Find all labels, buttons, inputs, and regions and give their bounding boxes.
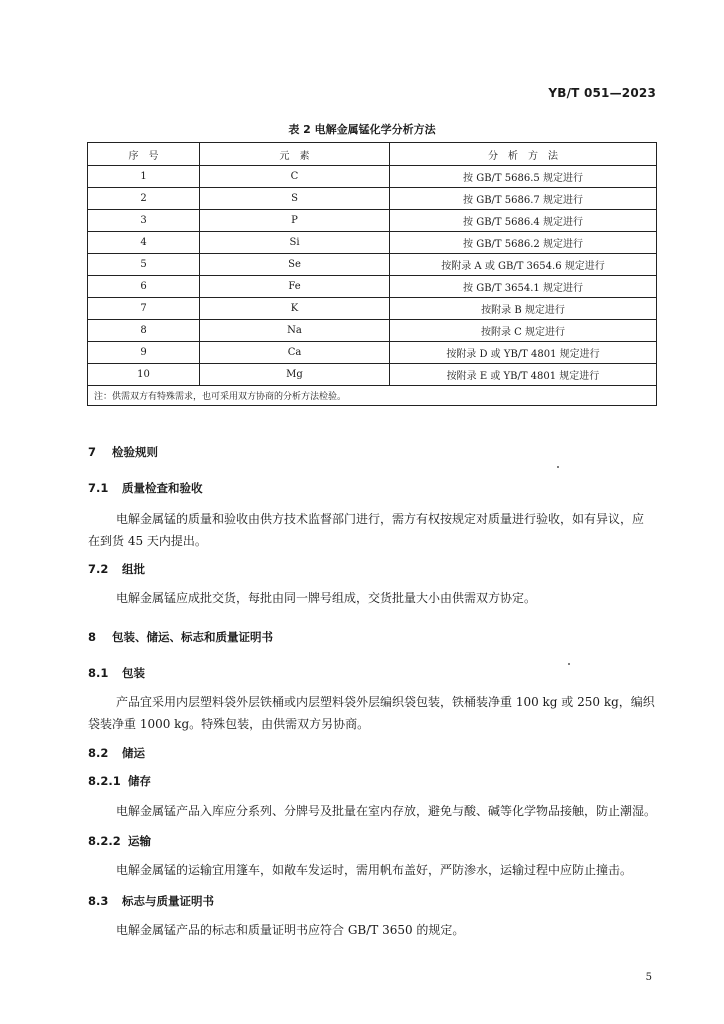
page-number: 5 bbox=[645, 972, 652, 983]
row-method: 按 GB/T 3654.1 规定进行 bbox=[390, 276, 657, 298]
row-number: 2 bbox=[88, 188, 200, 210]
section-8-2-1-body bbox=[116, 800, 661, 822]
row-number: 6 bbox=[88, 276, 200, 298]
table-row bbox=[88, 254, 657, 276]
paragraph-line: 电解金属锰应成批交货，每批由同一牌号组成，交货批量大小由供需双方协定。 bbox=[116, 591, 537, 605]
section-7-2-body bbox=[116, 587, 661, 609]
paragraph-line: 在到货 45 天内提出。 bbox=[88, 534, 207, 548]
row-element: C bbox=[200, 166, 390, 188]
table-row bbox=[88, 188, 657, 210]
column-header-method: 分 析 方 法 bbox=[390, 143, 657, 166]
row-method: 按附录 A 或 GB/T 3654.6 规定进行 bbox=[390, 254, 657, 276]
table-row bbox=[88, 364, 657, 386]
section-number: 8.2 bbox=[88, 746, 109, 760]
section-7-heading bbox=[88, 444, 158, 460]
row-element: Ca bbox=[200, 342, 390, 364]
paragraph-line: 袋装净重 1000 kg。特殊包装，由供需双方另协商。 bbox=[88, 717, 370, 731]
paragraph-line: 电解金属锰的质量和验收由供方技术监督部门进行，需方有权按规定对质量进行验收，如有异议，应 bbox=[116, 512, 645, 526]
section-8-2-2-heading bbox=[88, 833, 151, 849]
row-element: Se bbox=[200, 254, 390, 276]
section-8-heading bbox=[88, 629, 273, 645]
row-number: 3 bbox=[88, 210, 200, 232]
standard-code: YB/T 051—2023 bbox=[548, 86, 656, 100]
row-method: 按 GB/T 5686.7 规定进行 bbox=[390, 188, 657, 210]
row-number: 4 bbox=[88, 232, 200, 254]
row-number: 7 bbox=[88, 298, 200, 320]
scan-speck bbox=[568, 663, 570, 665]
row-element: S bbox=[200, 188, 390, 210]
section-title: 质量检查和验收 bbox=[122, 481, 203, 495]
section-8-3-heading bbox=[88, 893, 214, 909]
row-number: 1 bbox=[88, 166, 200, 188]
section-title: 运输 bbox=[128, 834, 151, 848]
table-header-row bbox=[88, 143, 657, 166]
table-row bbox=[88, 210, 657, 232]
table-row bbox=[88, 166, 657, 188]
table-row bbox=[88, 342, 657, 364]
column-header-no: 序 号 bbox=[88, 143, 200, 166]
section-8-1-heading bbox=[88, 665, 145, 681]
table-row bbox=[88, 298, 657, 320]
row-number: 8 bbox=[88, 320, 200, 342]
section-8-3-body bbox=[116, 919, 661, 941]
section-title: 包装、储运、标志和质量证明书 bbox=[112, 630, 273, 644]
row-method: 按附录 D 或 YB/T 4801 规定进行 bbox=[390, 342, 657, 364]
table-title: 表 2 电解金属锰化学分析方法 bbox=[288, 123, 436, 136]
column-header-element: 元 素 bbox=[200, 143, 390, 166]
analysis-methods-table bbox=[87, 142, 657, 406]
row-method: 按 GB/T 5686.4 规定进行 bbox=[390, 210, 657, 232]
section-title: 储存 bbox=[128, 774, 151, 788]
paragraph-line: 电解金属锰产品入库应分系列、分牌号及批量在室内存放，避免与酸、碱等化学物品接触，防止潮湿。 bbox=[116, 804, 657, 818]
scan-speck bbox=[557, 466, 559, 468]
section-number: 7 bbox=[88, 445, 97, 459]
row-element: Si bbox=[200, 232, 390, 254]
row-number: 10 bbox=[88, 364, 200, 386]
section-number: 8.2.2 bbox=[88, 834, 121, 848]
section-title: 标志与质量证明书 bbox=[122, 894, 214, 908]
section-number: 8.3 bbox=[88, 894, 109, 908]
row-method: 按 GB/T 5686.5 规定进行 bbox=[390, 166, 657, 188]
section-8-2-2-body bbox=[116, 859, 661, 881]
row-element: P bbox=[200, 210, 390, 232]
section-7-2-heading bbox=[88, 561, 145, 577]
section-number: 8 bbox=[88, 630, 97, 644]
row-method: 按附录 E 或 YB/T 4801 规定进行 bbox=[390, 364, 657, 386]
row-number: 5 bbox=[88, 254, 200, 276]
section-7-1-body bbox=[88, 508, 661, 552]
section-number: 7.2 bbox=[88, 562, 109, 576]
section-8-2-heading bbox=[88, 745, 145, 761]
row-element: Fe bbox=[200, 276, 390, 298]
section-8-1-body bbox=[88, 691, 661, 735]
section-title: 组批 bbox=[122, 562, 145, 576]
paragraph-line: 电解金属锰的运输宜用篷车，如敞车发运时，需用帆布盖好，严防渗水，运输过程中应防止撞击。 bbox=[116, 863, 633, 877]
table-note: 注：供需双方有特殊需求，也可采用双方协商的分析方法检验。 bbox=[88, 386, 657, 406]
row-method: 按附录 C 规定进行 bbox=[390, 320, 657, 342]
section-number: 8.2.1 bbox=[88, 774, 121, 788]
row-method: 按 GB/T 5686.2 规定进行 bbox=[390, 232, 657, 254]
row-element: Mg bbox=[200, 364, 390, 386]
row-element: K bbox=[200, 298, 390, 320]
row-element: Na bbox=[200, 320, 390, 342]
paragraph-line: 电解金属锰产品的标志和质量证明书应符合 GB/T 3650 的规定。 bbox=[116, 923, 465, 937]
row-method: 按附录 B 规定进行 bbox=[390, 298, 657, 320]
paragraph-line: 产品宜采用内层塑料袋外层铁桶或内层塑料袋外层编织袋包装，铁桶装净重 100 kg 或 250 kg，编织 bbox=[116, 695, 655, 709]
table-row bbox=[88, 232, 657, 254]
table-row bbox=[88, 320, 657, 342]
section-title: 储运 bbox=[122, 746, 145, 760]
table-row bbox=[88, 276, 657, 298]
section-7-1-heading bbox=[88, 480, 203, 496]
section-number: 8.1 bbox=[88, 666, 109, 680]
row-number: 9 bbox=[88, 342, 200, 364]
table-note-row bbox=[88, 386, 657, 406]
section-number: 7.1 bbox=[88, 481, 109, 495]
section-8-2-1-heading bbox=[88, 773, 151, 789]
section-title: 检验规则 bbox=[112, 445, 158, 459]
section-title: 包装 bbox=[122, 666, 145, 680]
